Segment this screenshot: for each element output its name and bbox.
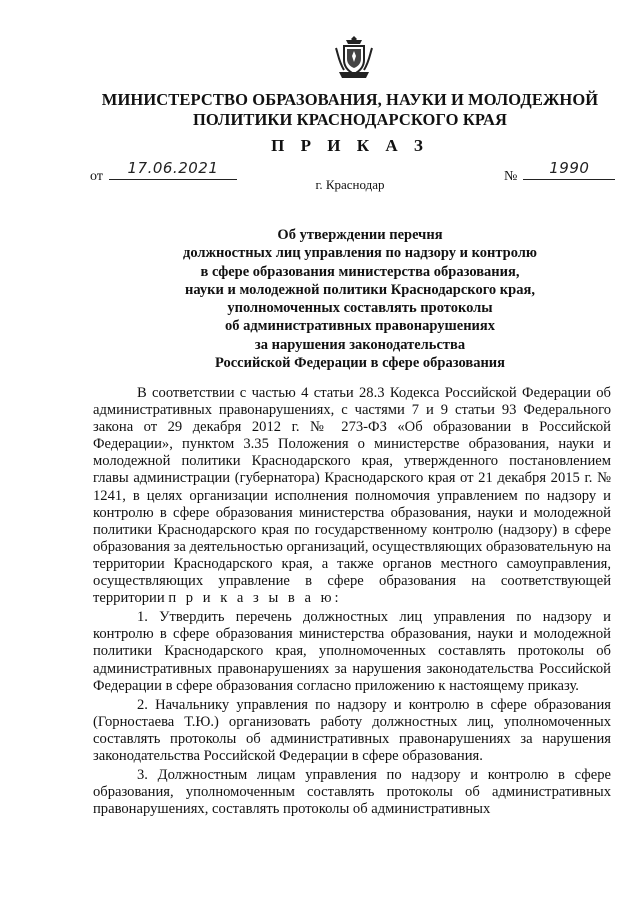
order-subject: [150, 226, 570, 372]
date-prefix: от: [90, 169, 103, 184]
ministry-line-1: МИНИСТЕРСТВО ОБРАЗОВАНИЯ, НАУКИ И МОЛОДЕЖНОЙ: [101, 90, 599, 109]
order-body: [93, 385, 611, 820]
number-prefix: №: [504, 169, 518, 184]
city-label: г. Краснодар: [315, 177, 385, 192]
preamble-text: В соответствии с частью 4 статьи 28.3 Кодекса Российской Федерации об административных правонарушениях, с частями 7 и 9 статьи 93 Федерального закона от 29 декабря 2012 г. № 273-ФЗ «Об образовании в Российской Федерации», пунктом 3.35 Положения о министерстве образования, науки и молодежной политики Краснодарского края, утвержденного постановлением главы администрации (губернатора) Краснодарского края от 21 декабря 2015 г. № 1241, в целях организации исполнения полномочия управлением по надзору и контролю в сфере образования министерства образования, науки и молодежной политики Краснодарского края по государственному контролю (надзору) в сфере образования за деятельностью организаций, осуществляющих образовательную на территории Краснодарского края, а также органов местного самоуправления, осуществляющих управление в сфере образования на соответствующей территории: [93, 385, 611, 607]
subject-line: за нарушения законодательства: [254, 336, 466, 353]
document-type-title: П Р И К А З: [271, 136, 429, 155]
order-item-2: 2. Начальнику управления по надзору и контролю в сфере образования (Горностаева Т.Ю.) организовать работу должностных лиц, уполномоченных составлять протоколы об административных правонарушениях за нарушения законодательства Российской Федерации в сфере образования.: [93, 696, 611, 764]
order-item-3: 3. Должностным лицам управления по надзору и контролю в сфере образования, уполномоченным составлять протоколы об административных правонарушениях, составлять протоколы об административных: [93, 767, 611, 818]
preamble-paragraph: [93, 385, 611, 607]
subject-line: уполномоченных составлять протоколы: [227, 300, 493, 317]
ministry-name: [100, 90, 600, 130]
ministry-line-2: ПОЛИТИКИ КРАСНОДАРСКОГО КРАЯ: [193, 110, 507, 129]
number-row: [504, 159, 615, 185]
order-item-1: 1. Утвердить перечень должностных лиц управления по надзору и контролю в сфере образования министерства образования, науки и молодежной политики Краснодарского края, уполномоченных составлять протоколы об административных правонарушениях за нарушения законодательства Российской Федерации в сфере образования согласно приложению к настоящему приказу.: [93, 609, 611, 694]
subject-line: науки и молодежной политики Краснодарского края,: [185, 281, 535, 298]
subject-line: Об утверждении перечня: [277, 227, 443, 243]
subject-line: Российской Федерации в сфере образования: [215, 355, 505, 372]
subject-line: должностных лиц управления по надзору и контролю: [182, 245, 537, 262]
subject-line: об административных правонарушениях: [224, 318, 496, 335]
order-word: п р и к а з ы в а ю:: [168, 590, 342, 607]
number-value: 1990: [549, 159, 590, 177]
subject-line: в сфере образования министерства образования,: [200, 263, 520, 280]
number-field: [523, 159, 615, 180]
coat-of-arms-icon: [333, 32, 375, 82]
date-value: 17.06.2021: [127, 159, 219, 177]
